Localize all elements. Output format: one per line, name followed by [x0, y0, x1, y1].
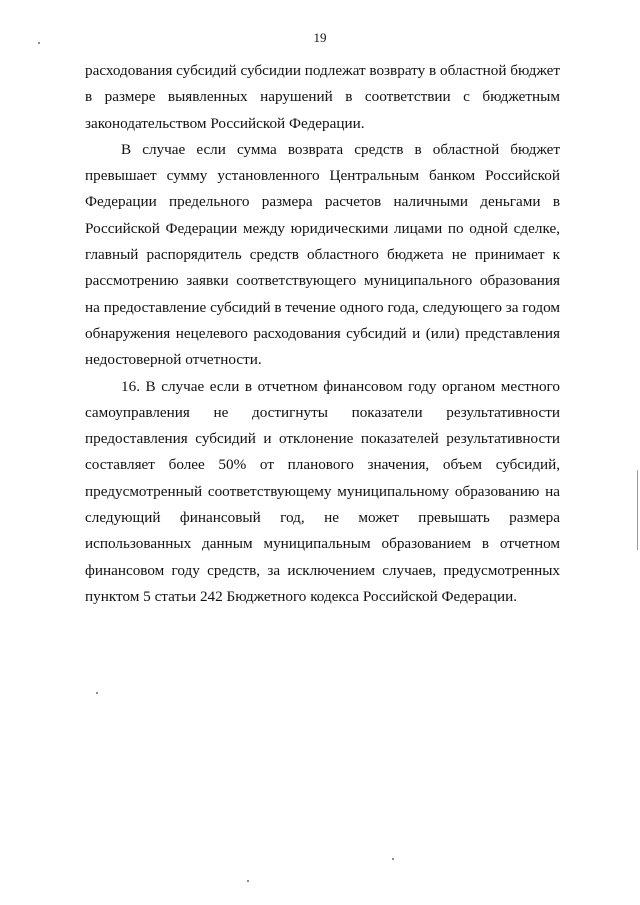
scan-edge-line [637, 470, 638, 550]
scan-speck [96, 692, 98, 694]
scan-speck [38, 42, 40, 44]
page-number: 19 [313, 30, 327, 45]
paragraph-16: 16. В случае если в отчетном финансовом году органом местного самоуправления не достигнуты показатели результативности предоставления субсидий и отклонение показателей результативности составляет более 50% от планового значения, объем субсидий, предусмотренный соответствующему муниципальному образованию на следующий финансовый год, не может превышать размера использованных данным муниципальным образованием в отчетном финансовом году средств, за исключением случаев, предусмотренных пунктом 5 статьи 242 Бюджетного кодекса Российской Федерации. [85, 377, 560, 605]
scan-speck [392, 858, 394, 860]
scan-speck [247, 880, 249, 882]
paragraph-refund-limit: В случае если сумма возврата средств в областной бюджет превышает сумму установленного Центральным банком Российской Федерации предельного размера расчетов наличными деньгами в Российской Федерации между юридическими лицами по одной сделке, главный распорядитель средств областного бюджета не принимает к рассмотрению заявки соответствующего муниципального образования на предоставление субсидий в течение одного года, следующего за годом обнаружения нецелевого расходования субсидий и (или) представления недостоверной отчетности. [85, 140, 560, 369]
document-body [85, 58, 560, 610]
paragraph-continuation: расходования субсидий субсидии подлежат возврату в областной бюджет в размере выявленных нарушений в соответствии с бюджетным законодательством Российской Федерации. [85, 62, 560, 132]
